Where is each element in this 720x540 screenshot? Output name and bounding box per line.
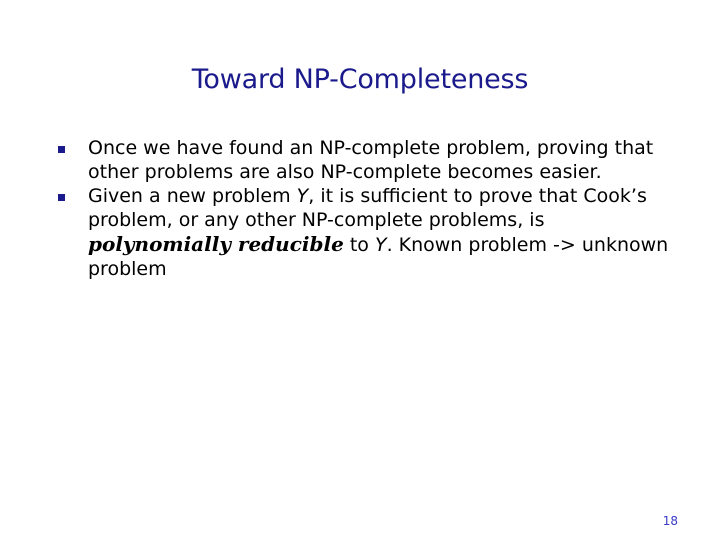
bullet-text-2-part1: Given a new problem (88, 185, 297, 207)
variable-y: Y (374, 234, 387, 256)
bullet-list (56, 136, 676, 281)
bullet-text-1: Once we have found an NP-complete problem, proving that other problems are also NP-complete becomes easier. (88, 137, 654, 183)
variable-y: Y (296, 185, 309, 207)
page-number: 18 (662, 514, 678, 528)
bullet-item-2 (56, 184, 676, 281)
bullet-text-2-part3: to (343, 234, 375, 256)
bullet-item-1 (56, 136, 676, 184)
bullet-text-2-part2: , it is sufficient to prove that Cook’s problem, or any other NP-complete problems, is (88, 185, 647, 231)
slide-title: Toward NP-Completeness (191, 64, 529, 95)
square-bullet-icon (58, 194, 65, 201)
emphasized-term: polynomially reducible (88, 232, 344, 256)
bullet-text-2-part4: . Known problem -> unknown problem (88, 234, 669, 280)
square-bullet-icon (58, 146, 65, 153)
